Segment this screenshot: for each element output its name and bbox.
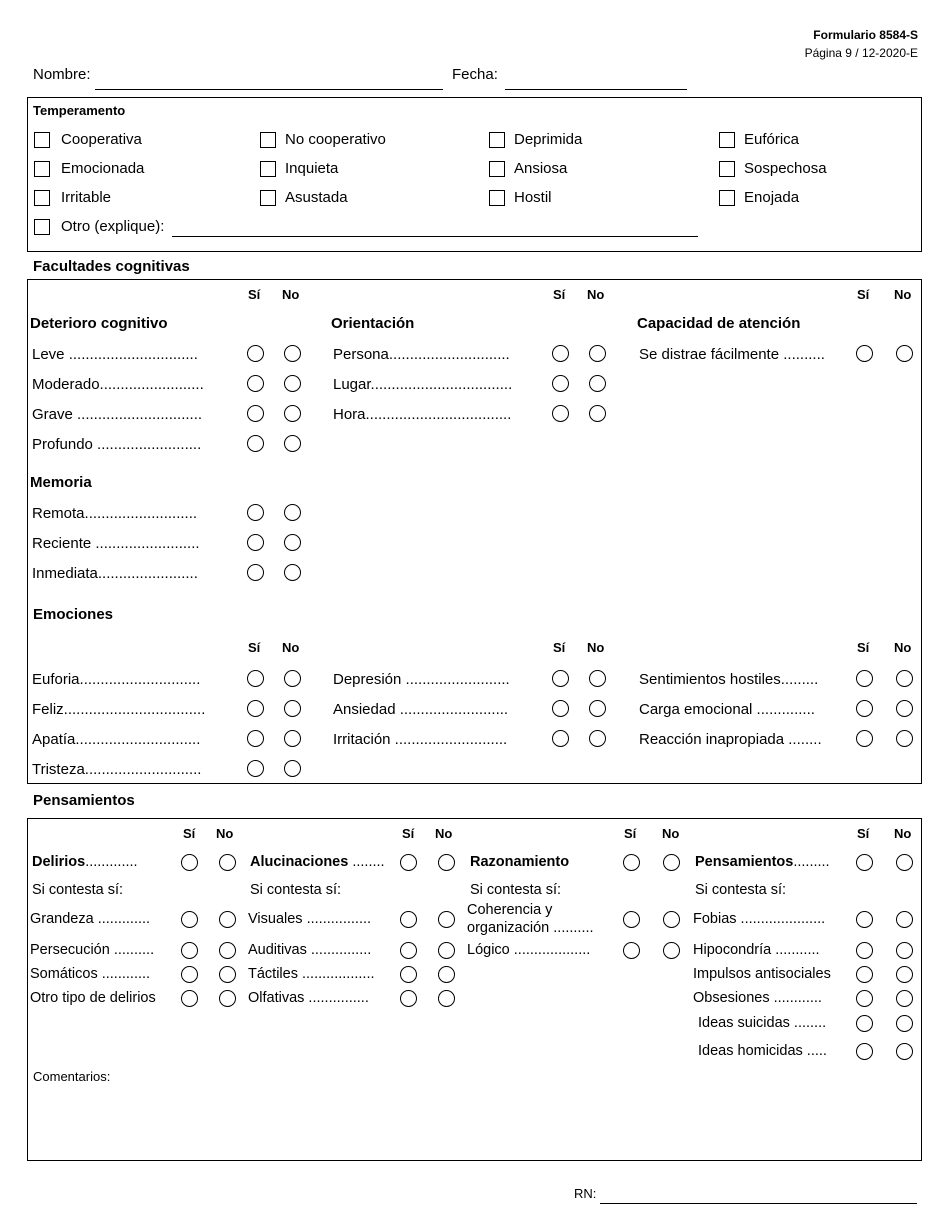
if-yes-label: Si contesta sí:	[470, 882, 562, 898]
yes-header: Sí	[553, 640, 566, 655]
item-label: Otro tipo de delirios	[30, 990, 156, 1006]
option-label: Hostil	[514, 189, 552, 206]
radio-yes[interactable]	[856, 345, 873, 362]
radio-no[interactable]	[589, 345, 606, 362]
radio-yes[interactable]	[400, 942, 417, 959]
radio-yes[interactable]	[181, 990, 198, 1007]
memory-title: Memoria	[30, 474, 92, 491]
radio-no[interactable]	[896, 730, 913, 747]
option-label: Emocionada	[61, 160, 145, 177]
radio-no[interactable]	[284, 564, 301, 581]
no-header: No	[435, 826, 453, 841]
radio-yes[interactable]	[247, 345, 264, 362]
item-label: Remota...........................	[32, 505, 198, 522]
radio-no[interactable]	[284, 534, 301, 551]
radio-yes[interactable]	[400, 990, 417, 1007]
orientation-title: Orientación	[331, 315, 415, 332]
date-field[interactable]	[505, 89, 687, 90]
item-label: Persecución ..........	[30, 942, 155, 958]
checkbox-otro[interactable]	[34, 219, 50, 235]
item-label: Grave ..............................	[32, 406, 203, 423]
checkbox-irritable[interactable]	[34, 190, 50, 206]
item-label: Lugar..................................	[333, 376, 513, 393]
radio-no[interactable]	[663, 854, 680, 871]
radio-no[interactable]	[219, 854, 236, 871]
radio-yes[interactable]	[247, 435, 264, 452]
radio-no[interactable]	[219, 942, 236, 959]
if-yes-label: Si contesta sí:	[32, 882, 124, 898]
attention-title: Capacidad de atención	[637, 315, 801, 332]
item-label: Ideas homicidas .....	[698, 1043, 827, 1059]
radio-yes[interactable]	[247, 375, 264, 392]
radio-no[interactable]	[589, 700, 606, 717]
option-label: Eufórica	[744, 131, 800, 148]
item-label: Hora...................................	[333, 406, 512, 423]
dots: .........	[793, 854, 830, 870]
radio-yes[interactable]	[247, 504, 264, 521]
item-label: Ideas suicidas ........	[698, 1015, 827, 1031]
item-label: Visuales ................	[248, 911, 372, 927]
radio-no[interactable]	[896, 670, 913, 687]
item-label: Somáticos ............	[30, 966, 151, 982]
radio-yes[interactable]	[552, 405, 569, 422]
radio-no[interactable]	[284, 760, 301, 777]
item-label: Leve ...............................	[32, 346, 198, 363]
radio-yes[interactable]	[856, 730, 873, 747]
dots: ........	[352, 854, 385, 870]
radio-yes[interactable]	[552, 700, 569, 717]
yes-header: Sí	[248, 287, 261, 302]
option-label: Deprimida	[514, 131, 583, 148]
radio-no[interactable]	[589, 670, 606, 687]
item-label: Depresión .........................	[333, 671, 510, 688]
item-label: Ansiedad ..........................	[333, 701, 509, 718]
delusions-title-text: Delirios	[32, 854, 86, 870]
checkbox-euforica[interactable]	[719, 132, 735, 148]
if-yes-label: Si contesta sí:	[695, 882, 787, 898]
checkbox-emocionada[interactable]	[34, 161, 50, 177]
radio-yes[interactable]	[552, 670, 569, 687]
thoughts-title: Pensamientos	[33, 792, 135, 809]
radio-no[interactable]	[896, 911, 913, 928]
item-label: Lógico ...................	[467, 942, 591, 958]
radio-yes[interactable]	[856, 854, 873, 871]
radio-yes[interactable]	[552, 345, 569, 362]
dots: .............	[85, 854, 138, 870]
radio-no[interactable]	[219, 990, 236, 1007]
radio-yes[interactable]	[247, 760, 264, 777]
radio-no[interactable]	[438, 942, 455, 959]
yes-header: Sí	[624, 826, 637, 841]
radio-yes[interactable]	[247, 564, 264, 581]
checkbox-inquieta[interactable]	[260, 161, 276, 177]
radio-no[interactable]	[284, 345, 301, 362]
radio-yes[interactable]	[400, 966, 417, 983]
coherence-text: organización	[467, 920, 550, 936]
radio-yes[interactable]	[247, 405, 264, 422]
no-header: No	[894, 826, 912, 841]
option-label: Inquieta	[285, 160, 339, 177]
checkbox-ansiosa[interactable]	[489, 161, 505, 177]
cognitive-title: Facultades cognitivas	[33, 258, 190, 275]
checkbox-hostil[interactable]	[489, 190, 505, 206]
radio-no[interactable]	[219, 966, 236, 983]
item-label: Táctiles ..................	[248, 966, 375, 982]
hallucinations-title-text: Alucinaciones	[250, 854, 349, 870]
yes-header: Sí	[402, 826, 415, 841]
radio-yes[interactable]	[623, 911, 640, 928]
radio-no[interactable]	[438, 854, 455, 871]
hallucinations-title	[250, 854, 385, 870]
item-label: Obsesiones ............	[693, 990, 822, 1006]
radio-yes[interactable]	[247, 534, 264, 551]
checkbox-sospechosa[interactable]	[719, 161, 735, 177]
yes-header: Sí	[553, 287, 566, 302]
radio-yes[interactable]	[400, 911, 417, 928]
option-label: Enojada	[744, 189, 800, 206]
yes-header: Sí	[857, 287, 870, 302]
yes-header: Sí	[248, 640, 261, 655]
radio-yes[interactable]	[552, 375, 569, 392]
radio-no[interactable]	[896, 990, 913, 1007]
item-label: Impulsos antisociales	[693, 966, 831, 982]
radio-no[interactable]	[896, 1043, 913, 1060]
dots: ..........	[553, 920, 594, 936]
radio-yes[interactable]	[247, 730, 264, 747]
name-field[interactable]	[95, 89, 443, 90]
radio-no[interactable]	[284, 730, 301, 747]
radio-yes[interactable]	[623, 854, 640, 871]
item-label: Irritación ...........................	[333, 731, 508, 748]
item-label: Profundo .........................	[32, 436, 202, 453]
no-header: No	[894, 640, 912, 655]
option-label: Ansiosa	[514, 160, 568, 177]
emotions-title: Emociones	[33, 606, 114, 623]
radio-no[interactable]	[589, 730, 606, 747]
radio-yes[interactable]	[856, 911, 873, 928]
coherence-label-1: Coherencia y	[467, 902, 553, 918]
radio-no[interactable]	[284, 405, 301, 422]
no-header: No	[587, 287, 605, 302]
checkbox-deprimida[interactable]	[489, 132, 505, 148]
option-label: No cooperativo	[285, 131, 386, 148]
option-label: Cooperativa	[61, 131, 142, 148]
yes-header: Sí	[857, 640, 870, 655]
delusions-title	[32, 854, 138, 870]
item-label: Inmediata........................	[32, 565, 198, 582]
page-info: Página 9 / 12-2020-E	[804, 46, 918, 60]
radio-no[interactable]	[896, 700, 913, 717]
radio-no[interactable]	[896, 345, 913, 362]
radio-no[interactable]	[896, 942, 913, 959]
deterioration-title: Deterioro cognitivo	[30, 315, 168, 332]
comments-label: Comentarios:	[33, 1069, 111, 1084]
radio-yes[interactable]	[856, 990, 873, 1007]
item-label: Moderado.........................	[32, 376, 204, 393]
radio-no[interactable]	[284, 700, 301, 717]
radio-no[interactable]	[896, 854, 913, 871]
no-header: No	[587, 640, 605, 655]
temperament-title: Temperamento	[33, 103, 126, 118]
comments-field[interactable]	[30, 1088, 918, 1156]
radio-yes[interactable]	[623, 942, 640, 959]
item-label: Sentimientos hostiles.........	[639, 671, 819, 688]
radio-yes[interactable]	[856, 700, 873, 717]
radio-yes[interactable]	[856, 942, 873, 959]
radio-yes[interactable]	[181, 966, 198, 983]
name-label: Nombre:	[33, 66, 91, 83]
radio-no[interactable]	[896, 1015, 913, 1032]
item-label: Persona.............................	[333, 346, 510, 363]
option-label: Sospechosa	[744, 160, 827, 177]
item-label: Apatía..............................	[32, 731, 201, 748]
radio-yes[interactable]	[552, 730, 569, 747]
checkbox-cooperativa[interactable]	[34, 132, 50, 148]
radio-yes[interactable]	[856, 1043, 873, 1060]
no-header: No	[662, 826, 680, 841]
radio-no[interactable]	[438, 911, 455, 928]
radio-no[interactable]	[219, 911, 236, 928]
other-label: Otro (explique):	[61, 218, 165, 235]
item-label: Tristeza............................	[32, 761, 202, 778]
radio-no[interactable]	[896, 966, 913, 983]
rn-signature-field[interactable]	[600, 1203, 917, 1204]
radio-yes[interactable]	[247, 700, 264, 717]
item-label: Feliz..................................	[32, 701, 206, 718]
thinking-title-text: Pensamientos	[695, 854, 794, 870]
rn-label: RN:	[574, 1186, 597, 1201]
radio-no[interactable]	[284, 670, 301, 687]
radio-no[interactable]	[284, 504, 301, 521]
yes-header: Sí	[857, 826, 870, 841]
radio-no[interactable]	[284, 435, 301, 452]
item-label: Se distrae fácilmente ..........	[639, 346, 825, 363]
radio-yes[interactable]	[181, 854, 198, 871]
item-label: Grandeza .............	[30, 911, 151, 927]
radio-no[interactable]	[663, 942, 680, 959]
item-label: Euforia.............................	[32, 671, 201, 688]
no-header: No	[282, 287, 300, 302]
radio-no[interactable]	[589, 405, 606, 422]
coherence-label-2	[467, 920, 594, 936]
date-label: Fecha:	[452, 66, 498, 83]
option-label: Asustada	[285, 189, 348, 206]
radio-no[interactable]	[663, 911, 680, 928]
radio-yes[interactable]	[181, 942, 198, 959]
no-header: No	[216, 826, 234, 841]
no-header: No	[894, 287, 912, 302]
checkbox-asustada[interactable]	[260, 190, 276, 206]
item-label: Olfativas ...............	[248, 990, 369, 1006]
form-id: Formulario 8584-S	[813, 28, 918, 42]
radio-no[interactable]	[284, 375, 301, 392]
radio-yes[interactable]	[181, 911, 198, 928]
checkbox-enojada[interactable]	[719, 190, 735, 206]
yes-header: Sí	[183, 826, 196, 841]
item-label: Reciente .........................	[32, 535, 200, 552]
other-explain-field[interactable]	[172, 236, 698, 237]
option-label: Irritable	[61, 189, 112, 206]
radio-yes[interactable]	[856, 670, 873, 687]
item-label: Carga emocional ..............	[639, 701, 815, 718]
checkbox-no-cooperativo[interactable]	[260, 132, 276, 148]
if-yes-label: Si contesta sí:	[250, 882, 342, 898]
radio-yes[interactable]	[856, 1015, 873, 1032]
radio-yes[interactable]	[247, 670, 264, 687]
no-header: No	[282, 640, 300, 655]
radio-no[interactable]	[589, 375, 606, 392]
radio-no[interactable]	[438, 966, 455, 983]
reasoning-title: Razonamiento	[470, 854, 570, 870]
radio-yes[interactable]	[856, 966, 873, 983]
item-label: Fobias .....................	[693, 911, 826, 927]
item-label: Hipocondría ...........	[693, 942, 820, 958]
radio-yes[interactable]	[400, 854, 417, 871]
thinking-title	[695, 854, 830, 870]
radio-no[interactable]	[438, 990, 455, 1007]
item-label: Auditivas ...............	[248, 942, 372, 958]
item-label: Reacción inapropiada ........	[639, 731, 822, 748]
